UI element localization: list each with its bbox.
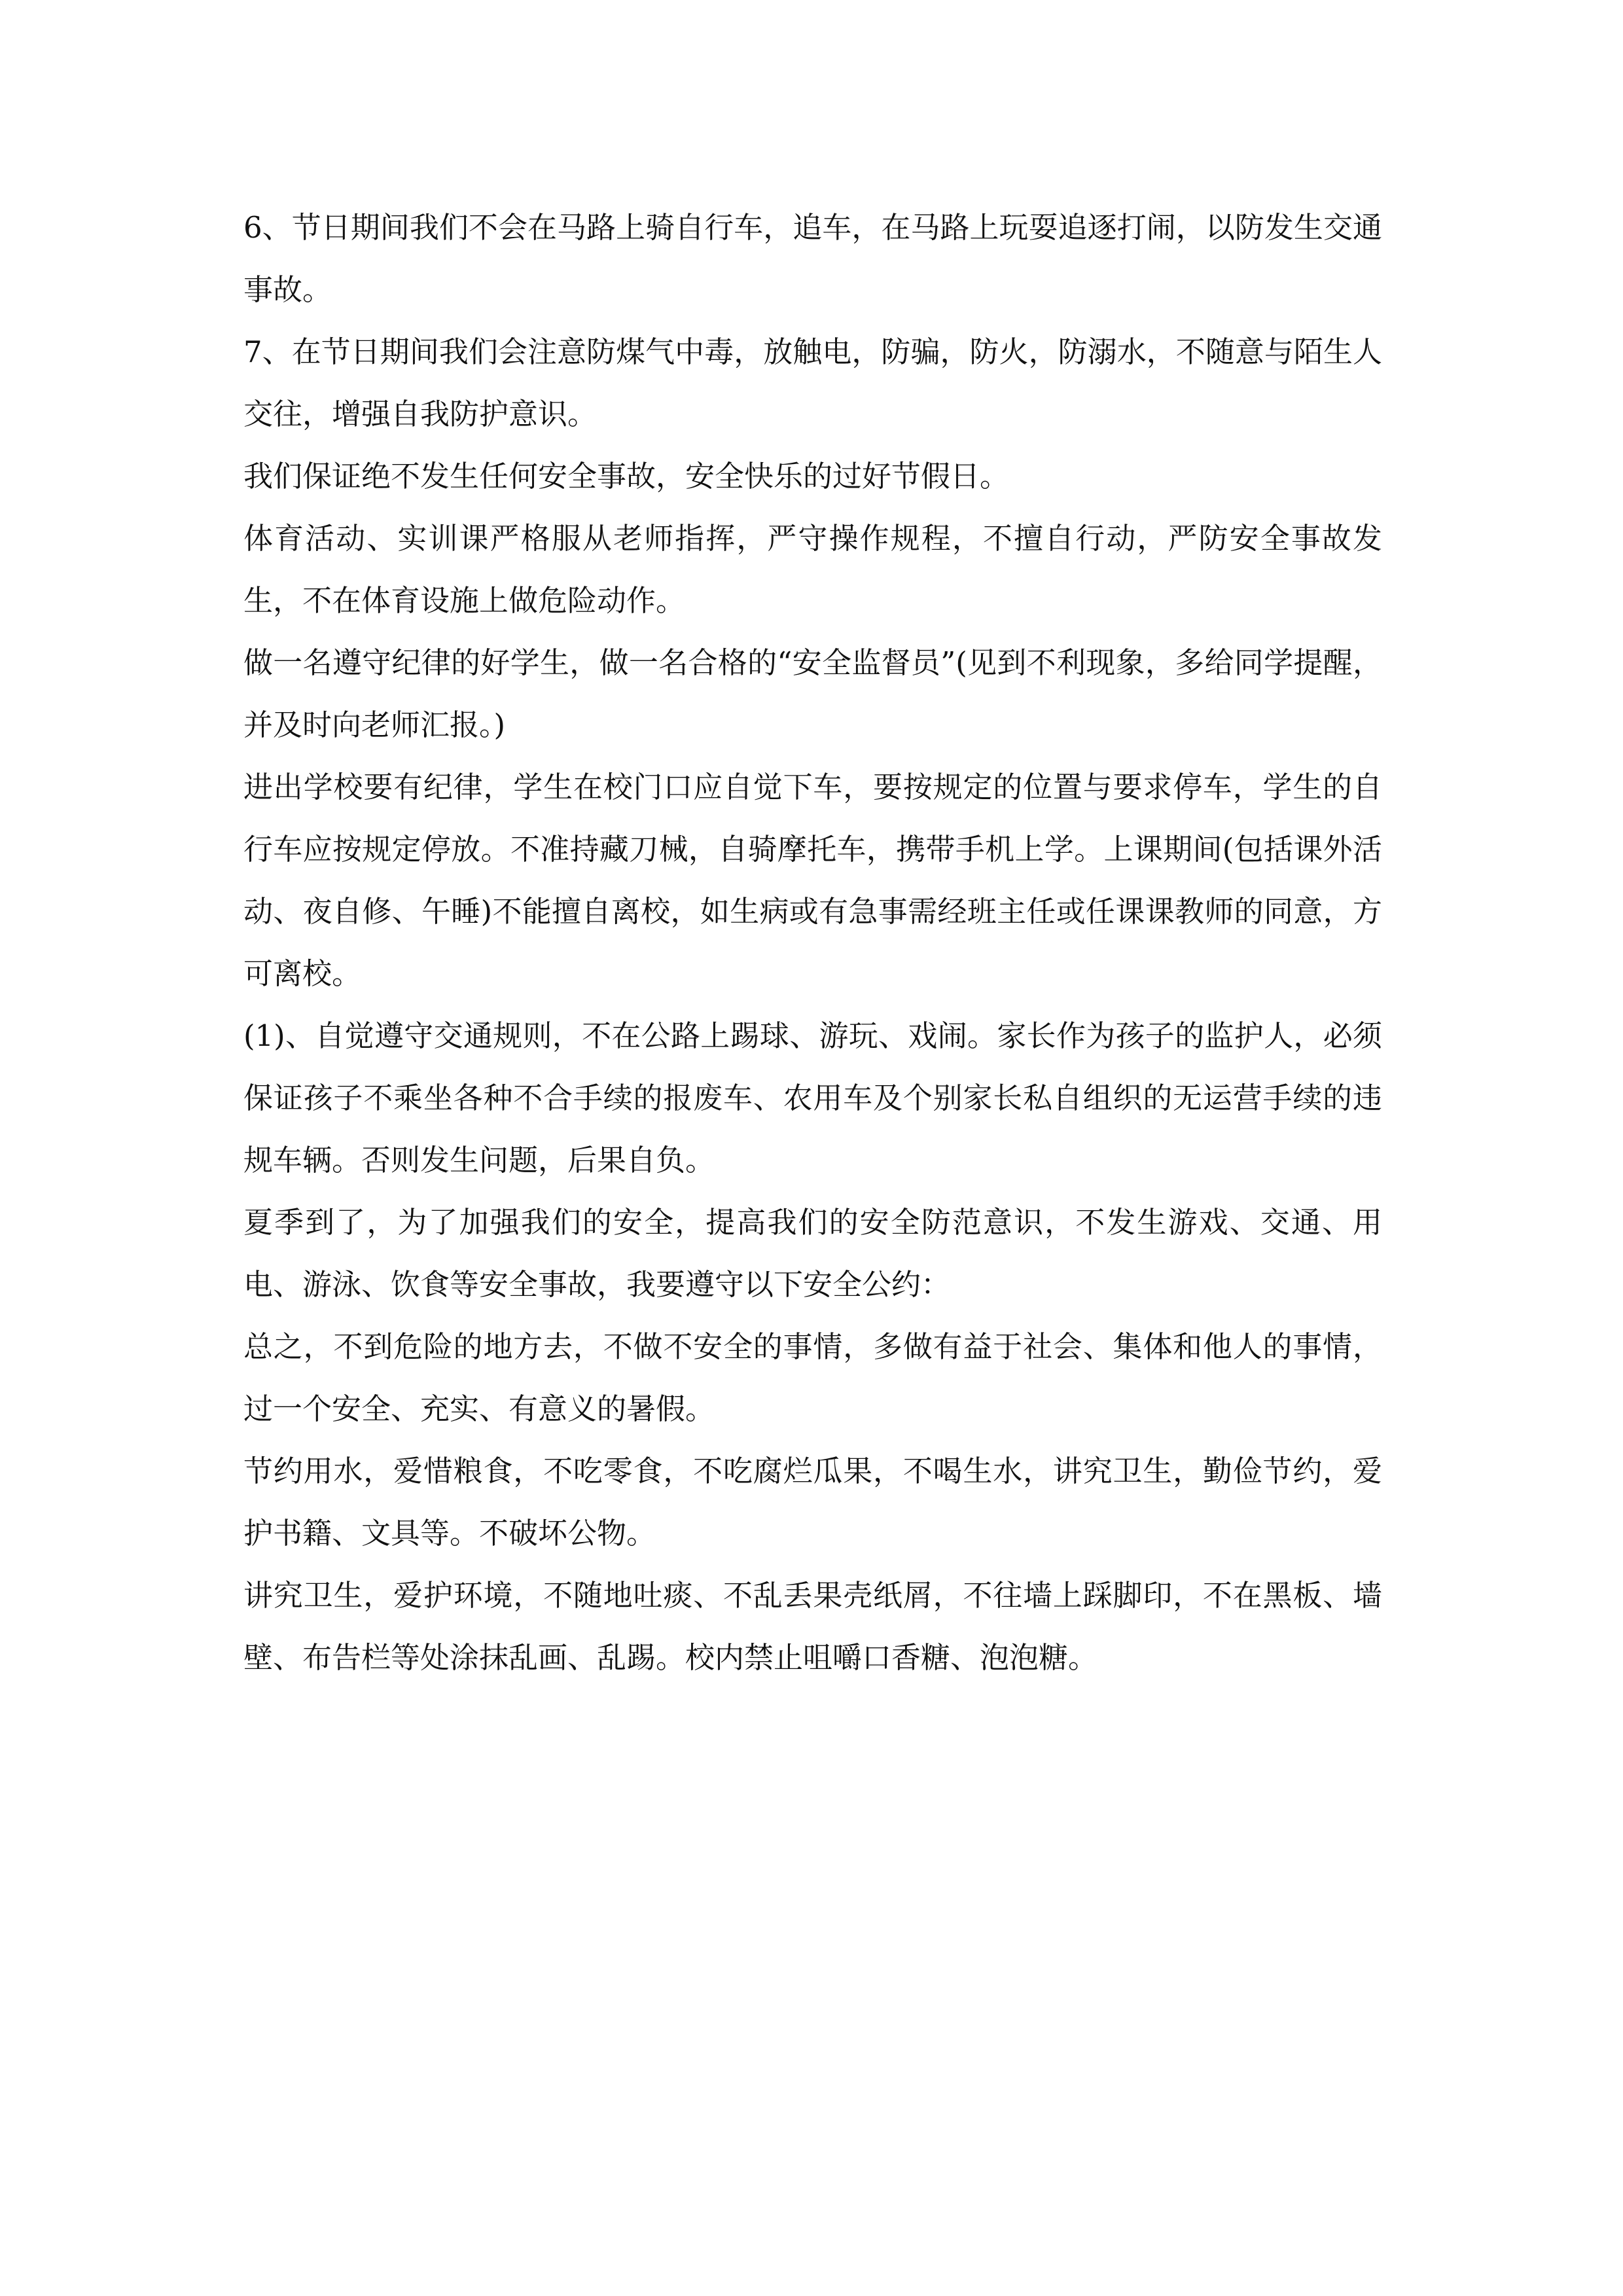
paragraph-traffic-rules: (1)、自觉遵守交通规则，不在公路上踢球、游玩、戏闹。家长作为孩子的监护人，必须保证孩子不乘坐各种不合手续的报废车、农用车及个别家长私自组织的无运营手续的违规车辆。否则发生问题，后果自负。 [243,1018,1382,1177]
paragraph-safety-supervisor: 做一名遵守纪律的好学生，做一名合格的“安全监督员”(见到不利现象，多给同学提醒，并及时向老师汇报。) [243,645,1382,742]
paragraph-thrift: 节约用水，爱惜粮食，不吃零食，不吃腐烂瓜果，不喝生水，讲究卫生，勤俭节约，爱护书籍、文具等。不破坏公物。 [243,1454,1382,1551]
document-body [243,196,1382,1689]
paragraph-school-entry: 进出学校要有纪律，学生在校门口应自觉下车，要按规定的位置与要求停车，学生的自行车应按规定停放。不准持藏刀械，自骑摩托车，携带手机上学。上课期间(包括课外活动、夜自修、午睡)不能擅自离校，如生病或有急事需经班主任或任课课教师的同意，方可离校。 [243,770,1382,991]
paragraph-summary: 总之，不到危险的地方去，不做不安全的事情，多做有益于社会、集体和他人的事情，过一个安全、充实、有意义的暑假。 [243,1329,1382,1426]
paragraph-summer-intro: 夏季到了，为了加强我们的安全，提高我们的安全防范意识，不发生游戏、交通、用电、游泳、饮食等安全事故，我要遵守以下安全公约： [243,1205,1382,1302]
paragraph-sports-activities: 体育活动、实训课严格服从老师指挥，严守操作规程，不擅自行动，严防安全事故发生，不在体育设施上做危险动作。 [243,521,1382,618]
paragraph-hygiene: 讲究卫生，爱护环境，不随地吐痰、不乱丢果壳纸屑，不往墙上踩脚印，不在黑板、墙壁、布告栏等处涂抹乱画、乱踢。校内禁止咀嚼口香糖、泡泡糖。 [243,1578,1382,1675]
paragraph-guarantee: 我们保证绝不发生任何安全事故，安全快乐的过好节假日。 [243,459,1010,493]
paragraph-holiday-traffic: 6、节日期间我们不会在马路上骑自行车，追车，在马路上玩耍追逐打闹，以防发生交通事故。 [243,210,1382,307]
paragraph-holiday-safety: 7、在节日期间我们会注意防煤气中毒，放触电，防骗，防火，防溺水，不随意与陌生人交往，增强自我防护意识。 [243,334,1382,431]
